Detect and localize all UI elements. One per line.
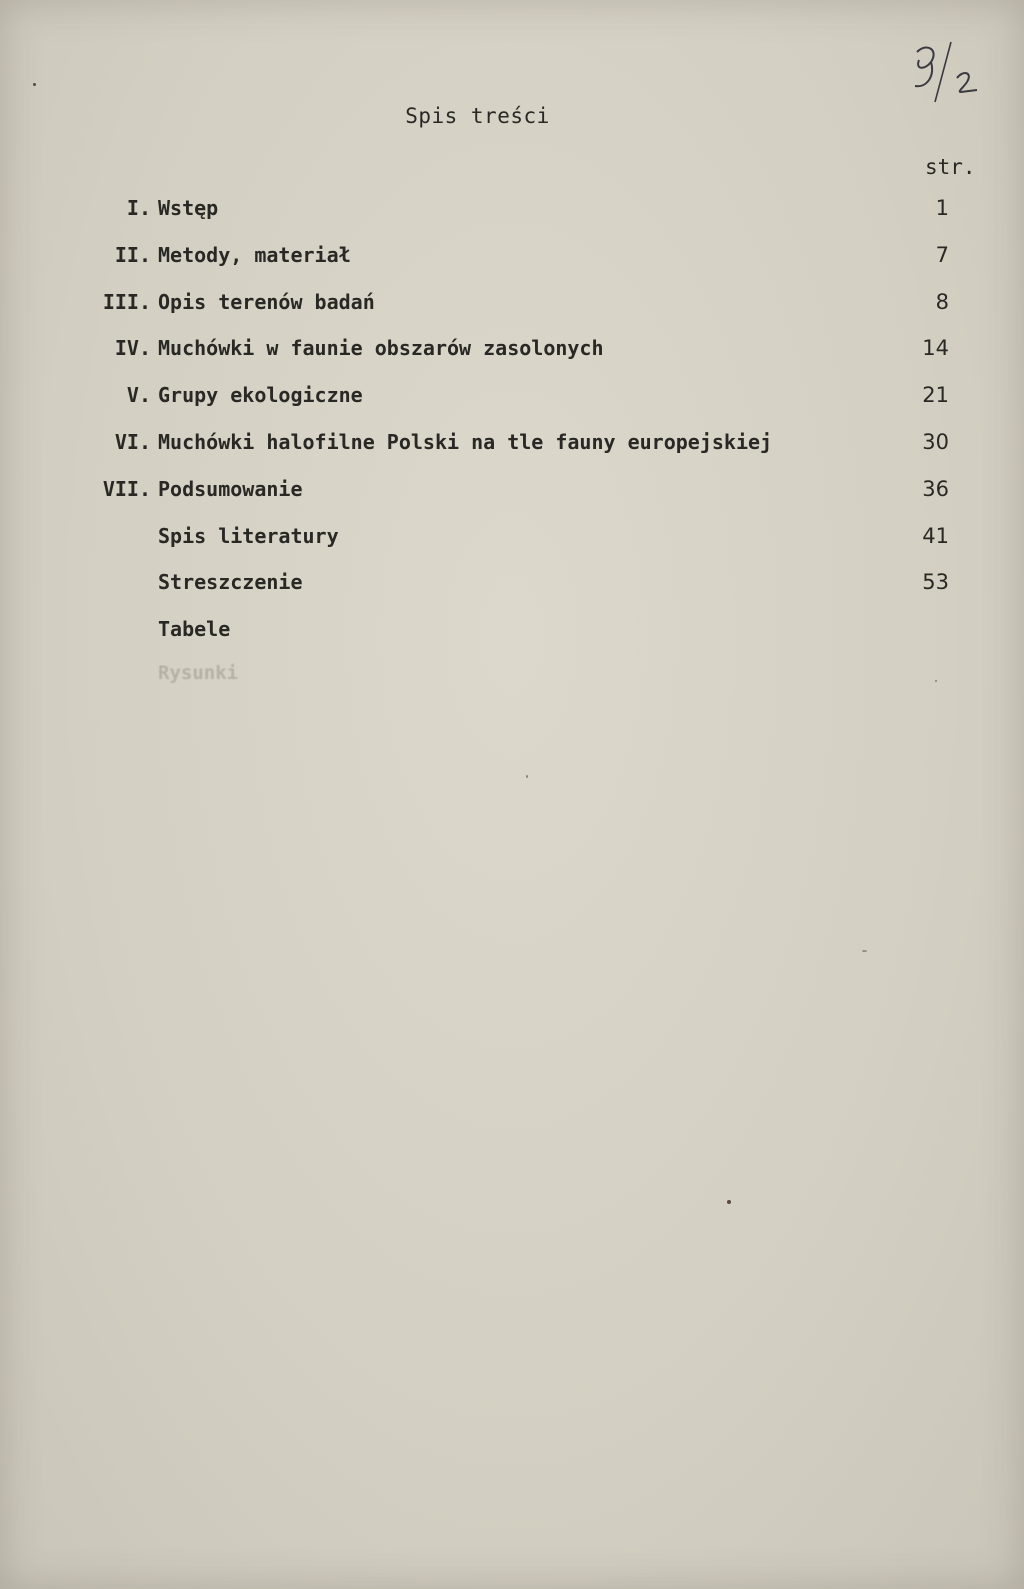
toc-entry-number: II. xyxy=(114,242,151,267)
toc-entry-title: Muchówki w faunie obszarów zasolonych xyxy=(158,336,604,361)
toc-entry-number: III. xyxy=(102,289,151,314)
toc-entry-page: 36 xyxy=(922,476,949,501)
table-of-contents xyxy=(0,192,1024,660)
toc-entry-title: Metody, materiał xyxy=(158,242,351,267)
toc-entry xyxy=(0,473,1024,520)
toc-entry xyxy=(0,286,1024,333)
faded-toc-entry: Rysunki xyxy=(158,662,239,684)
handwritten-page-mark xyxy=(905,40,995,110)
toc-entry-number: VI. xyxy=(114,429,151,454)
toc-entry-title: Streszczenie xyxy=(158,570,303,595)
toc-entry xyxy=(0,613,1024,660)
toc-entry-title: Podsumowanie xyxy=(158,476,303,501)
toc-entry-number: IV. xyxy=(114,336,151,361)
toc-entry-page: 14 xyxy=(922,336,949,361)
paper-speck xyxy=(33,83,36,86)
toc-entry-number: I. xyxy=(126,196,151,220)
paper-speck xyxy=(935,680,937,682)
toc-entry xyxy=(0,239,1024,286)
paper-speck xyxy=(862,950,867,952)
toc-entry-title: Spis literatury xyxy=(158,523,339,548)
toc-entry-title: Grupy ekologiczne xyxy=(158,383,363,408)
toc-entry-page: 7 xyxy=(935,242,949,267)
toc-entry xyxy=(0,426,1024,473)
toc-entry-title: Muchówki halofilne Polski na tle fauny europejskiej xyxy=(158,429,773,454)
toc-entry-title: Wstęp xyxy=(158,196,219,220)
page-column-label: str. xyxy=(925,155,976,179)
toc-entry-page: 1 xyxy=(935,196,949,220)
toc-entry-page: 41 xyxy=(922,523,949,548)
paper-speck xyxy=(727,1200,731,1204)
paper-speck xyxy=(526,775,528,778)
toc-entry-title: Tabele xyxy=(158,617,231,642)
toc-entry xyxy=(0,566,1024,613)
toc-entry xyxy=(0,192,1024,239)
toc-entry-page: 30 xyxy=(922,429,949,454)
toc-entry xyxy=(0,520,1024,567)
toc-entry-number: V. xyxy=(126,383,151,408)
toc-entry xyxy=(0,332,1024,379)
toc-entry-page: 53 xyxy=(922,570,949,595)
page-title: Spis treści xyxy=(405,104,550,128)
toc-entry-title: Opis terenów badań xyxy=(158,289,375,314)
toc-entry-page: 21 xyxy=(922,383,949,408)
toc-entry xyxy=(0,379,1024,426)
toc-entry-page: 8 xyxy=(935,289,949,314)
toc-entry-number: VII. xyxy=(102,476,151,501)
